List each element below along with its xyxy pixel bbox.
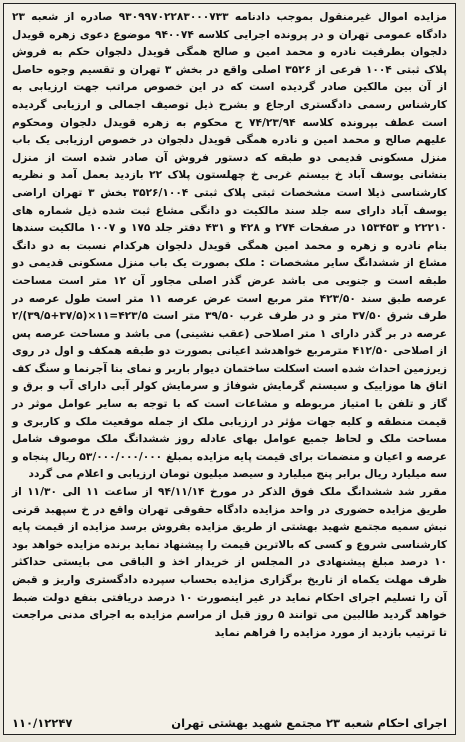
notice-paragraph-1: مزایده اموال غیرمنقول بموجب دادنامه ۹۳۰۹۹۷۰۲۲۸۳۰۰۰۷۳۳ صادره از شعبه ۲۳ دادگاه عمومی تهران و در پرونده اجرایی کلاسه ۹۴۰۰۷۴ موضوع دعوی زهره قویدل دلجوان بطرفیت نادره و محمد امین و صالح همگی قویدل دلجوان حکم به فروش پلاک ثبتی ۱۰۰۴ فرعی از ۳۵۲۶ اصلی واقع در بخش ۳ تهران و تقسیم وجوه حاصل از آن بین مالکین صادر گردیده است که در این خصوص مراتب جهت ارزیابی به کارشناس رسمی دادگستری ارجاع و بشرح ذیل توصیف اجمالی و ارزیابی گردیده است عطف بپرونده کلاسه ۷۴/۲۳/۹۴ ح محکوم به زهره قویدل دلجوان ومحکوم علیهم صالح و محمد امین و نادره همگی قویدل دلجوان در خصوص ارزیابی یک باب منزل مسکونی قدیمی دو طبقه که دستور فروش آن صادر شده است از منزل بنشانی یوسف آباد خ بیستم غربی خ چهلستون پلاک ۲۲ بازدید بعمل آمد و نظریه کارشناسی ذیلا است مشخصات ثبتی پلاک ثبتی ۳۵۲۶/۱۰۰۴ بخش ۳ تهران اراضی یوسف آباد دارای سه جلد سند مالکیت دو دانگی مشاع ثبت شده ذیل شماره های ۲۲۲۱۰ و ۱۵۳۴۵۳ در صفحات ۲۷۴ و ۴۲۸ و ۴۳۱ دفتر جلد ۱۷۵ و ۱۰۰۷ مالکیت سندها بنام نادره و زهره و محمد امین همگی قویدل دلجوان هرکدام نسبت به دو دانگ مشاع از ششدانگ سایر مشخصات : ملک بصورت یک باب منزل مسکونی قدیمی دو طبقه است و جنوبی می باشد عرض گذر اصلی مجاور آن ۱۲ متر است مساحت عرصه طبق سند ۴۲۳/۵۰ متر مربع است عرض عرصه ۱۱ متر است طول عرصه در طرف شرق ۳۷/۵۰ متر و در طرف غرب ۳۹/۵۰ متر است ۴۲۳/۵=۱۱×(۳۷/۵+۳۹/۵)/۲ عرصه در بر گذر دارای ۱ متر اصلاحی (عقب نشینی) می باشد و مساحت عرصه پس از اصلاحی ۴۱۲/۵۰ مترمربع خواهدشد اعیانی بصورت دو طبقه همکف و اول در روی زیرزمین احداث شده است اسکلت ساختمان دیوار باربر و نمای بنا آجرنما و سنگ کف اتاق ها موزاییک و سیستم گرمایش شوفاژ و سرمایش کولر آبی دارای آب و برق و گاز و تلفن با امتیاز مربوطه و مشاعات است که با توجه به سایر عوامل موثر در قیمت منطقه و کلیه جهات مؤثر در ارزیابی ملک از جمله موقعیت ملک و کاربری و مساحت ملک و لحاظ جمیع عوامل بهای عادله روز ششدانگ ملک موصوف شامل عرصه و اعیان و منضمات برای قیمت پایه مزایده بمبلغ ۵۳/۰۰۰/۰۰۰/۰۰۰ ریال پنجاه و سه میلیارد ریال برابر پنج میلیارد و سیصد میلیون تومان ارزیابی و اعلام می گردد [12,11,448,481]
auction-notice [3,3,456,735]
signature-line: اجرای احکام شعبه ۲۳ مجتمع شهید بهشتی تهران [171,716,447,730]
notice-footer [12,716,447,730]
notice-paragraph-2: مقرر شد ششدانگ ملک فوق الذکر در مورخ ۹۴/۱۱/۱۴ از ساعت ۱۱ الی ۱۱/۳۰ از طریق مزایده حضوری در واحد مزایده دادگاه حقوقی تهران واقع در خ سپهبد قرنی نبش سمیه مجتمع شهید بهشتی از طریق مزایده بفروش برسد مزایده از قیمت پایه کارشناسی شروع و کسی که بالاترین قیمت را پیشنهاد نماید برنده مزایده خواهد بود ۱۰ درصد مبلغ پیشنهادی در المجلس از خریدار اخذ و الباقی می بایستی حداکثر ظرف مهلت یکماه از تاریخ برگزاری مزایده بحساب سپرده دادگستری واریز و قبض آن را تسلیم اجرای احکام نماید در غیر اینصورت ۱۰ درصد دریافتی بنفع دولت ضبط خواهد گردید طالبین می توانند ۵ روز قبل از مراسم مزایده به اجرای مدنی مراجعت تا ترتیب بازدید از مورد مزایده را فراهم نماید [12,486,447,639]
notice-code: ۱۱۰/۱۲۲۴۷ [12,716,73,730]
